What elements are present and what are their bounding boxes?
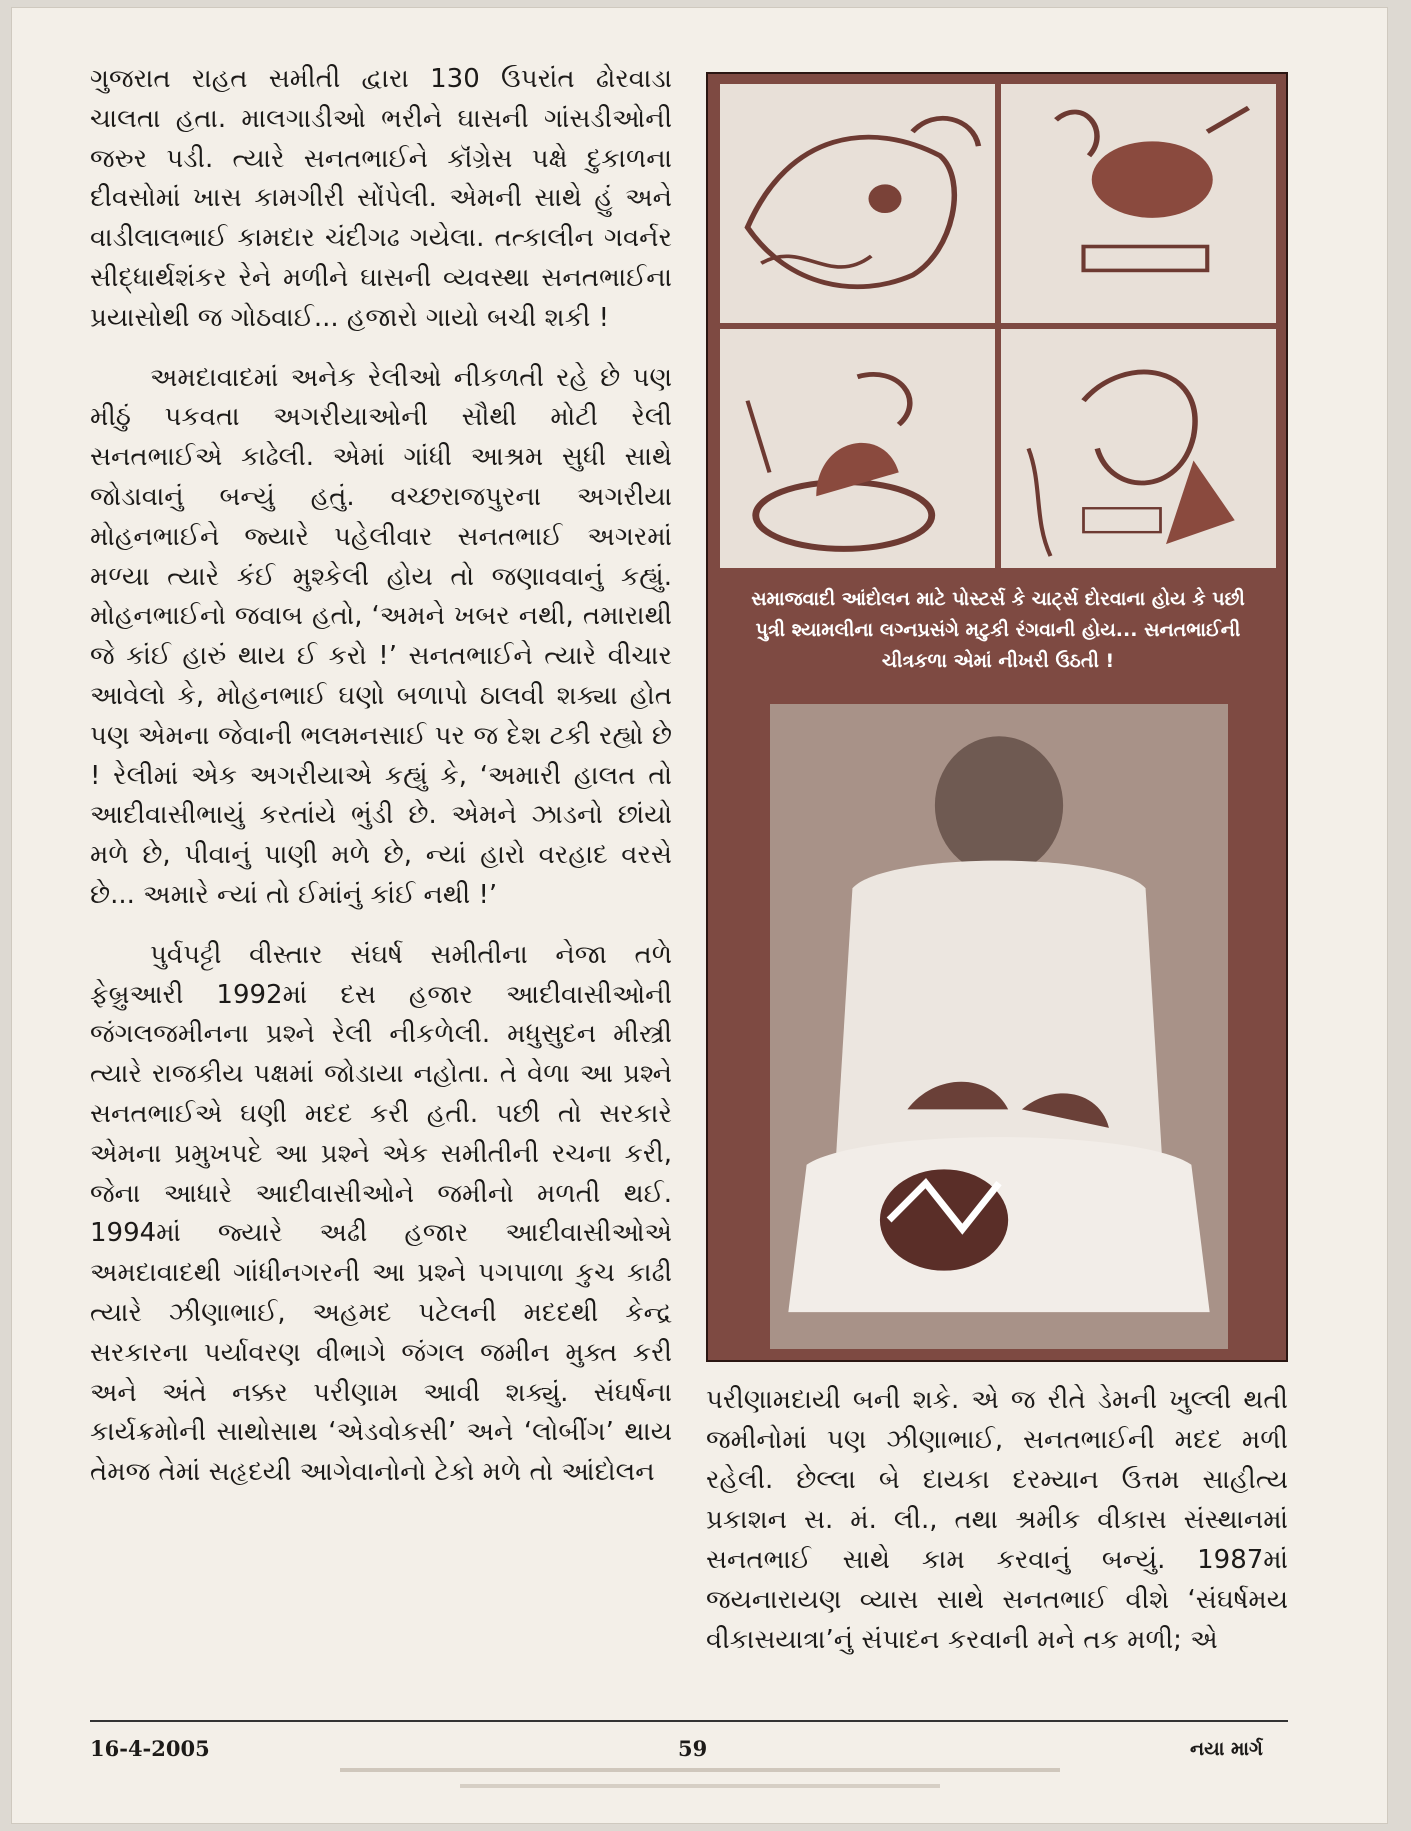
- footer-date: 16-4-2005: [90, 1736, 210, 1761]
- caption-line: સમાજવાદી આંદોલન માટે પોસ્ટર્સ કે ચાર્ટ્સ દોરવાના હોય કે પછી: [751, 588, 1245, 610]
- page-number: 59: [678, 1736, 708, 1761]
- paragraph-3: પુર્વપટ્ટી વીસ્તાર સંઘર્ષ સમીતીના નેજા તળે ફેબ્રુઆરી 1992માં દસ હજાર આદીવાસીઓની જંગલજમીનના પ્રશ્ને રેલી નીકળેલી. મધુસુદન મીસ્ત્રી ત્યારે રાજકીય પક્ષમાં જોડાયા નહોતા. તે વેળા આ પ્રશ્ને સનતભાઈએ ઘણી મદદ કરી હતી. પછી તો સરકારે એમના પ્રમુખપદે આ પ્રશ્ને એક સમીતીની રચના કરી, જેના આધારે આદીવાસીઓને જમીનો મળતી થઈ. 1994માં જ્યારે અઢી હજાર આદીવાસીઓએ અમદાવાદથી ગાંધીનગરની આ પ્રશ્ને પગપાળા કુચ કાઢી ત્યારે ઝીણાભાઈ, અહમદ પટેલની મદદથી કેન્દ્ર સરકારના પર્યાવરણ વીભાગે જંગલ જમીન મુક્ત કરી અને અંતે નક્કર પરીણામ આવી શક્યું. સંઘર્ષના કાર્યક્રમોની સાથોસાથ ‘એડવોકસી’ અને ‘લોબીંગ’ થાય તેમજ તેમાં સહૃદયી આગેવાનોનો ટેકો મળે તો આંદોલન: [90, 939, 672, 1488]
- painting-photo: [770, 704, 1228, 1349]
- poster-cartoon-image: [1001, 84, 1276, 323]
- caption-line: ચીત્રકળા એમાં નીખરી ઉઠતી !: [881, 650, 1115, 672]
- paragraph-4: પરીણામદાયી બની શકે. એ જ રીતે ડેમની ખુલ્લી થતી જમીનોમાં પણ ઝીણાભાઈ, સનતભાઈની મદદ મળી રહેલી. છેલ્લા બે દાયકા દરમ્યાન ઉત્તમ સાહીત્ય પ્રકાશન સ. મં. લી., તથા શ્રમીક વીકાસ સંસ્થાનમાં સનતભાઈ સાથે કામ કરવાનું બન્યું. 1987માં જયનારાયણ વ્યાસ સાથે સનતભાઈ વીશે ‘સંઘર્ષમય વીકાસયાત્રા’નું સંપાદન કરવાની મને તક મળી; એ: [706, 1385, 1288, 1655]
- poster-cartoon-image: [720, 84, 995, 323]
- poster-cartoon-image: [1001, 329, 1276, 568]
- article-left-column: [90, 60, 672, 1720]
- paragraph-1: ગુજરાત રાહત સમીતી દ્વારા 130 ઉપરાંત ઢોરવાડા ચાલતા હતા. માલગાડીઓ ભરીને ઘાસની ગાંસડીઓની જરુર પડી. ત્યારે સનતભાઈને કૉંગ્રેસ પક્ષે દુકાળના દીવસોમાં ખાસ કામગીરી સોંપેલી. એમની સાથે હું અને વાડીલાલભાઈ કામદાર ચંદીગઢ ગયેલા. તત્કાલીન ગવર્નર સીદ્ધાર્થશંકર રેને મળીને ઘાસની વ્યવસ્થા સનતભાઈના પ્રયાસોથી જ ગોઠવાઈ... હજારો ગાયો બચી શકી !: [90, 64, 672, 333]
- figure-box: [706, 72, 1288, 1362]
- bleed-through-text: [340, 1762, 1060, 1803]
- article-right-column: [706, 1380, 1288, 1660]
- footer-divider: [90, 1720, 1288, 1722]
- figure-caption: [720, 584, 1276, 677]
- poster-cartoon-grid: [720, 84, 1276, 568]
- paragraph-2: અમદાવાદમાં અનેક રેલીઓ નીકળતી રહે છે પણ મીઠું પકવતા અગરીયાઓની સૌથી મોટી રેલી સનતભાઈએ કાઢેલી. એમાં ગાંધી આશ્રમ સુધી સાથે જોડાવાનું બન્યું હતું. વચ્છરાજપુરના અગરીયા મોહનભાઈને જ્યારે પહેલીવાર સનતભાઈ અગરમાં મળ્યા ત્યારે કંઈ મુશ્કેલી હોય તો જણાવવાનું કહ્યું. મોહનભાઈનો જવાબ હતો, ‘અમને ખબર નથી, તમારાથી જે કાંઈ હારું થાય ઈ કરો !’ સનતભાઈને ત્યારે વીચાર આવેલો કે, મોહનભાઈ ઘણો બળાપો ઠાલવી શક્યા હોત પણ એમના જેવાની ભલમનસાઈ પર જ દેશ ટકી રહ્યો છે ! રેલીમાં એક અગરીયાએ કહ્યું કે, ‘અમારી હાલત તો આદીવાસીભાયું કરતાંયે ભુંડી છે. એમને ઝાડનો છાંયો મળે છે, પીવાનું પાણી મળે છે, ન્યાં હારો વરહાદ વરસે છે... અમારે ન્યાં તો ઈમાંનું કાંઈ નથી !’: [90, 362, 672, 910]
- poster-cartoon-image: [720, 329, 995, 568]
- magazine-name: નયા માર્ગ: [1190, 1738, 1263, 1760]
- caption-line: પુત્રી શ્યામલીના લગ્નપ્રસંગે મટુકી રંગવાની હોય... સનતભાઈની: [755, 619, 1241, 641]
